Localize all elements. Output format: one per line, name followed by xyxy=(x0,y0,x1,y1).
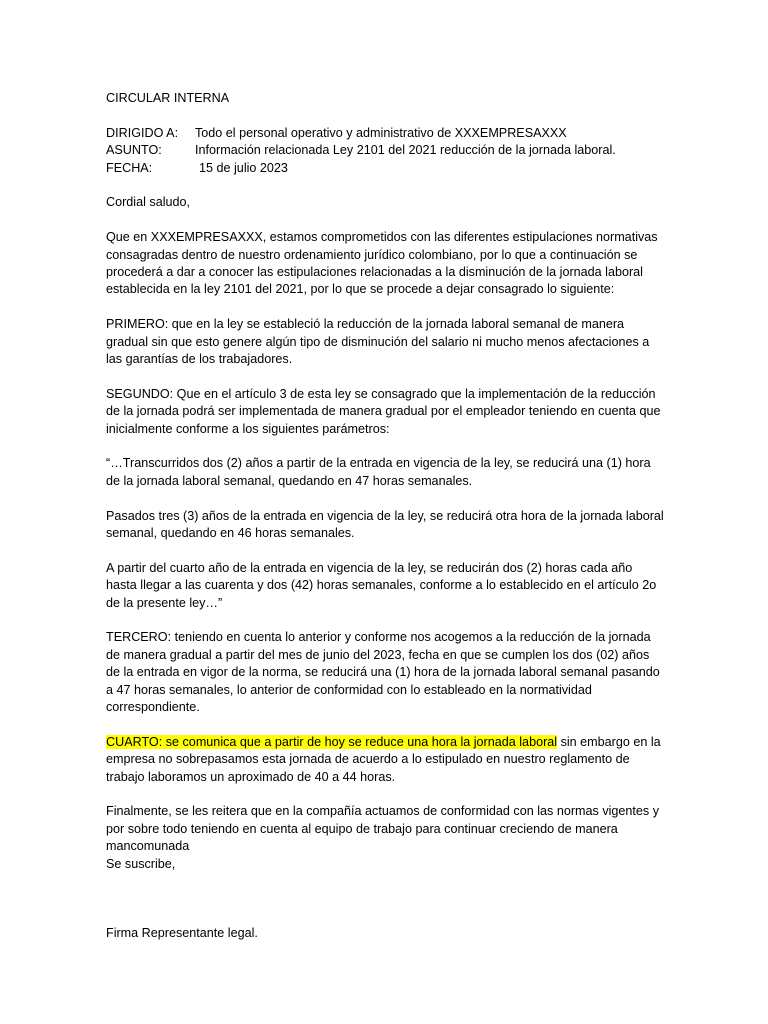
tercero-paragraph: TERCERO: teniendo en cuenta lo anterior y conforme nos acogemos a la reducción de la jornada de manera gradual a partir del mes de junio del 2023, fecha en que se cumplen los dos (02) años de la entrada en vigor de la norma, se reducirá una (1) hora de la jornada laboral semanal pasando a 47 horas semanales, lo anterior de conformidad con lo estableado en la normatividad correspondiente. xyxy=(106,630,660,715)
meta-value-asunto: Información relacionada Ley 2101 del 2021 reducción de la jornada laboral. xyxy=(195,143,616,158)
meta-row-asunto xyxy=(106,142,666,159)
meta-row-fecha xyxy=(106,160,666,177)
meta-label-asunto: ASUNTO: xyxy=(106,143,162,158)
cuarto-rest-text: sin embargo en la empresa no sobrepasamos esta jornada de acuerdo a lo estipulado en nuestro reglamento de trabajo laboramos un aproximado de 40 a 44 horas. xyxy=(106,734,661,784)
document-meta xyxy=(106,125,666,177)
closing-paragraph: Finalmente, se les reitera que en la compañía actuamos de conformidad con las normas vigentes y por sobre todo teniendo en cuenta al equipo de trabajo para continuar creciendo de manera mancomunada xyxy=(106,804,660,854)
quote-paragraph-1: “…Transcurridos dos (2) años a partir de la entrada en vigencia de la ley, se reducirá una (1) hora de la jornada laboral semanal, quedando en 47 horas semanales. xyxy=(106,456,651,488)
quote-paragraph-2: Pasados tres (3) años de la entrada en vigencia de la ley, se reducirá otra hora de la jornada laboral semanal, quedando en 46 horas semanales. xyxy=(106,508,664,541)
cuarto-paragraph xyxy=(106,734,666,786)
primero-paragraph: PRIMERO: que en la ley se estableció la reducción de la jornada laboral semanal de manera gradual sin que esto genere algún tipo de disminución del salario ni mucho menos afectaciones a las garantías de los trabajadores. xyxy=(106,317,650,367)
meta-label-dirigido: DIRIGIDO A: xyxy=(106,125,179,140)
meta-row-dirigido xyxy=(106,125,666,142)
document-title: CIRCULAR INTERNA xyxy=(106,91,230,105)
cuarto-highlighted-text: CUARTO: se comunica que a partir de hoy se reduce una hora la jornada laboral xyxy=(106,734,558,749)
meta-value-dirigido: Todo el personal operativo y administrativo de XXXEMPRESAXXX xyxy=(195,125,567,140)
segundo-paragraph: SEGUNDO: Que en el artículo 3 de esta ley se consagrado que la implementación de la reducción de la jornada podrá ser implementada de manera gradual por el empleador teniendo en cuenta que inicialmente conforme a los siguientes parámetros: xyxy=(106,386,661,436)
signature-line: Firma Representante legal. xyxy=(106,926,258,941)
quote-paragraph-3: A partir del cuarto año de la entrada en vigencia de la ley, se reducirán dos (2) horas cada año hasta llegar a las cuarenta y dos (42) horas semanales, conforme a lo establecido en el artículo 2o de la presente ley…” xyxy=(106,560,657,610)
intro-paragraph: Que en XXXEMPRESAXXX, estamos comprometidos con las diferentes estipulaciones normativas consagradas dentro de nuestro ordenamiento jurídico colombiano, por lo que a continuación se procederá a dar a conocer las estipulaciones relacionadas a la disminución de la jornada laboral establecida en la ley 2101 del 2021, por lo que se procede a dejar consagrado lo siguiente: xyxy=(106,230,658,297)
meta-value-fecha: 15 de julio 2023 xyxy=(199,160,288,175)
meta-label-fecha: FECHA: xyxy=(106,160,153,175)
sign-off: Se suscribe, xyxy=(106,856,176,871)
circular-document xyxy=(106,90,666,960)
greeting: Cordial saludo, xyxy=(106,195,191,210)
